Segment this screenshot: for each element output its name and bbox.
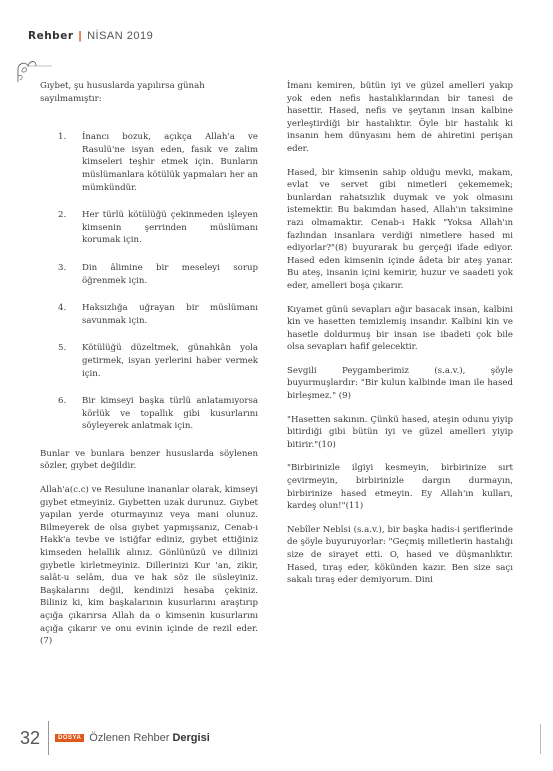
running-header [28,30,153,42]
paragraph: İmanı kemiren, bütün iyi ve güzel amelleri yakıp yok eden nefis hastalıklarından bir tanesi de hasettir. Hased, nefis ve şeytanın insan kalbine yerleştirdiği bir hastalıktır. Öyle bir hastalık ki insanın hem dünyasını hem de ahiretini perişan eder. [287,81,513,154]
magazine-title-prefix: Özlenen Rehber [89,732,170,744]
list-number: 5. [58,343,67,354]
paragraph: Hased, bir kimsenin sahip olduğu mevki, makam, evlat ve servet gibi nimetleri çekememek; bunlardan rahatsızlık duymak ve yok olmasını istemektir. Bu bakımdan hased, Allah'ın taksimine razı olmamaktır. Cenab-ı Hakk "Yoksa Allah'ın fazlından insanlara verdiği nimetlere hased mi ediyorlar?"(8) buyurarak bu gerçeği ifade ediyor. Hased eden kimsenin içinde âdeta bir ateş yanar. Bu ateş, insanin içini kemirir, huzur ve saadeti yok eder, amelleri boşa çıkarır. [287,167,513,291]
paragraph: Bunlar ve bunlara benzer hususlarda söylenen sözler, gıybet değildir. [40,448,258,472]
list-text: Kötülüğü düzeltmek, günahkân yola getirmek, isyan yerlerini haber vermek için. [82,343,258,379]
list-item [40,302,258,327]
paragraph: "Birbirinizle ilgiyi kesmeyin, birbirinize sırt çevirmeyin, birbirinizle dargın durmayın, birbirinize hased etmeyin. Ey Allah'ın kulları, kardeş olun!"(11) [287,463,513,512]
list-text: Haksızlığa uğrayan bir müslümanı savunmak için. [82,303,258,326]
magazine-title [89,732,209,744]
paragraph: "Hasetten sakının. Çünkü hased, ateşin odunu yiyip bitirdiği gibi bütün iyi ve güzel amelleri yiyip bitirir."(10) [287,414,513,450]
paragraph: Kıyamet günü sevapları ağır basacak insan, kalbini kin ve hasetten temizlemiş insandır. Kalbini kin ve hasetle doldurmuş bir insan ise ibadeti çok bile olsa sevapları hafif gelecektir. [287,304,513,353]
list-text: İnancı bozuk, açıkça Allah'a ve Rasulü'ne isyan eden, fasık ve zalim kimseleri teşhir etmek için. Bunların müslümanlara kötülük yapmaları her an mümkündür. [82,132,258,193]
page-number: 32 [19,727,40,748]
header-separator: | [78,30,83,42]
list-number: 2. [58,210,67,221]
list-item [40,209,258,247]
paragraph: Sevgili Peygamberimiz (s.a.v.), şöyle buyurmuşlardır: "Bir kulun kalbinde iman ile hased birleşmez." (9) [287,365,513,402]
list-item [40,395,258,433]
issue-date: NİSAN 2019 [87,30,154,42]
page-footer [10,723,210,753]
list-text: Din âlimine bir meseleyi sorup öğrenmek için. [82,262,258,286]
paragraph: Nebîler Nebîsi (s.a.v.), bir başka hadis-i şeriflerinde de şöyle buyuruyorlar: "Geçmiş milletlerin hastalığı size de sirayet etti. O, hased ve düşmanlıktır. Hased, tıraş eder, kökünden kazır. Ben size saçı sakalı tıraş eder demiyorum. Dini [287,524,513,586]
list-number: 6. [58,396,67,407]
intro-text: Gıybet, şu hususlarda yapılırsa günah sayılmamıştır: [40,81,205,104]
right-column [287,80,513,598]
magazine-title-bold: Dergisi [172,732,210,744]
list-item [40,262,258,287]
footer-right-rule [540,724,541,754]
paragraph: Allah'a(c.c) ve Resulune inananlar olarak, kimseyi gıybet etmeyiniz. Gıybetten uzak durunuz. Gıybet yapılan yerde oturmayınız veya mani olunuz. Bilmeyerek de olsa gıybet yapmışsanız, Cenab-ı Hakk'a tevbe ve istiğfar ediniz, gıybet ettiğiniz kimseden helallik alınız. Gönlünüzü ve dilinizi gıybetle kirletmeyiniz. Dillerinizi Kur 'an, zikir, salât-u selâm, dua ve hak söz ile süsleyiniz. Başkalarını değil, kendinizi hesaba çekiniz. Biliniz ki, kim başkalarının kusurlarını araştırıp açığa çıkarırsa Allah da o kimsenin kusurlarını açığa çıkarır ve onu evinin içinde de rezil eder. (7) [40,485,258,647]
footer-divider [48,721,49,755]
magazine-brand: Rehber [28,30,74,42]
list-item [40,131,258,194]
list-item [40,342,258,380]
section-badge: DOSYA [55,734,84,742]
left-column [40,80,258,659]
list-text: Her türlü kötülüğü çekinmeden işleyen kimsenin şerrinden müslümanı korumak için. [82,210,258,246]
list-text: Bir kimseyi başka türlü anlatamıyorsa körlük ve topallık gibi kusurlarını söyleyerek anlatmak için. [82,396,258,432]
list-number: 4. [58,303,67,314]
list-number: 3. [58,262,67,273]
list-number: 1. [58,132,67,143]
exception-list [40,131,258,433]
